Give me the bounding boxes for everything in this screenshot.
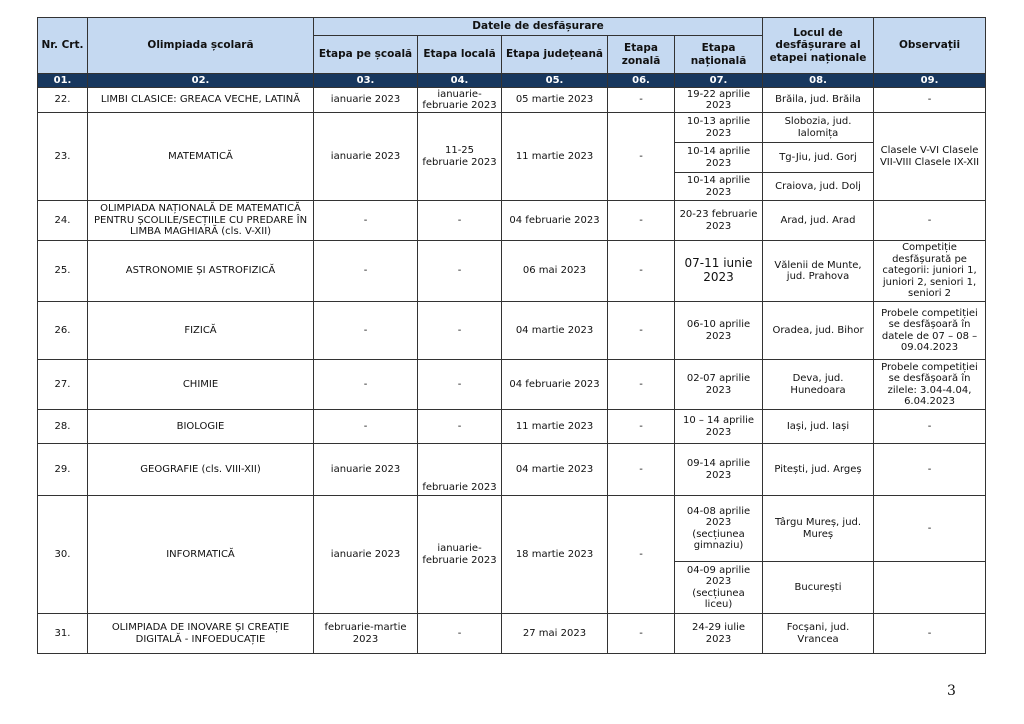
table-row [38,444,986,496]
row-school: ianuarie 2023 [314,88,418,113]
olympiad-schedule-table [37,17,986,654]
row-nr: 29. [38,444,88,496]
row-notes: - [874,410,986,444]
col-num: 09. [874,74,986,88]
row-olympiad: LIMBI CLASICE: GREACA VECHE, LATINĂ [88,88,314,113]
row-notes: - [874,88,986,113]
col-num: 07. [675,74,763,88]
row-zonal: - [608,241,675,302]
col-num: 01. [38,74,88,88]
row-zonal: - [608,302,675,360]
row-school: - [314,241,418,302]
row-local: - [418,360,502,410]
row-school: - [314,360,418,410]
row-nr: 24. [38,201,88,241]
row-nr: 26. [38,302,88,360]
row-county: 06 mai 2023 [502,241,608,302]
row-notes: - [874,444,986,496]
header-notes: Observații [874,18,986,74]
row-zonal: - [608,444,675,496]
header-local: Etapa locală [418,36,502,74]
row-olympiad: FIZICĂ [88,302,314,360]
row-location: Arad, jud. Arad [763,201,874,241]
row-national: 10-14 aprilie 2023 [675,143,763,173]
row-notes [874,562,986,614]
header-olympiad: Olimpiada școlară [88,18,314,74]
row-local: februarie 2023 [418,444,502,496]
row-zonal: - [608,88,675,113]
table-row [38,410,986,444]
row-nr: 25. [38,241,88,302]
row-olympiad: BIOLOGIE [88,410,314,444]
row-national: 10-13 aprilie 2023 [675,113,763,143]
row-location: București [763,562,874,614]
row-school: ianuarie 2023 [314,496,418,614]
row-county: 04 februarie 2023 [502,201,608,241]
row-location: Craiova, jud. Dolj [763,173,874,201]
row-national: 20-23 februarie 2023 [675,201,763,241]
table-row [38,360,986,410]
row-local: 11-25 februarie 2023 [418,113,502,201]
row-notes: Probele competiției se desfășoară în datele de 07 – 08 – 09.04.2023 [874,302,986,360]
row-national: 10 – 14 aprilie 2023 [675,410,763,444]
row-olympiad: OLIMPIADA DE INOVARE ȘI CREAȚIE DIGITALĂ - INFOEDUCAȚIE [88,614,314,654]
row-nr: 31. [38,614,88,654]
row-zonal: - [608,360,675,410]
header-school: Etapa pe școală [314,36,418,74]
table-row [38,496,986,562]
row-county: 04 februarie 2023 [502,360,608,410]
row-county: 04 martie 2023 [502,444,608,496]
row-location: Deva, jud. Hunedoara [763,360,874,410]
row-notes: Clasele V-VI Clasele VII-VIII Clasele IX-XII [874,113,986,201]
row-olympiad: GEOGRAFIE (cls. VIII-XII) [88,444,314,496]
row-school: - [314,302,418,360]
row-location: Focșani, jud. Vrancea [763,614,874,654]
row-location: Tg-Jiu, jud. Gorj [763,143,874,173]
row-nr: 22. [38,88,88,113]
row-location: Târgu Mureș, jud. Mureș [763,496,874,562]
row-school: ianuarie 2023 [314,444,418,496]
row-location: Brăila, jud. Brăila [763,88,874,113]
row-notes: - [874,614,986,654]
row-county: 04 martie 2023 [502,302,608,360]
row-local: - [418,241,502,302]
row-location: Pitești, jud. Argeș [763,444,874,496]
row-nr: 28. [38,410,88,444]
row-location: Iași, jud. Iași [763,410,874,444]
row-notes: Probele competiției se desfășoară în zilele: 3.04-4.04, 6.04.2023 [874,360,986,410]
row-nr: 30. [38,496,88,614]
row-county: 11 martie 2023 [502,113,608,201]
row-local: - [418,410,502,444]
row-national: 09-14 aprilie 2023 [675,444,763,496]
row-location: Vălenii de Munte, jud. Prahova [763,241,874,302]
col-num: 05. [502,74,608,88]
column-number-row [38,74,986,88]
page-number: 3 [947,683,956,699]
row-notes: - [874,496,986,562]
row-national: 04-08 aprilie 2023 (secțiunea gimnaziu) [675,496,763,562]
row-notes: - [874,201,986,241]
col-num: 02. [88,74,314,88]
row-local: - [418,302,502,360]
header-zonal: Etapa zonală [608,36,675,74]
row-local: ianuarie-februarie 2023 [418,88,502,113]
col-num: 06. [608,74,675,88]
row-county: 18 martie 2023 [502,496,608,614]
row-olympiad: INFORMATICĂ [88,496,314,614]
row-zonal: - [608,113,675,201]
row-national: 24-29 iulie 2023 [675,614,763,654]
header-dates-group: Datele de desfășurare [314,18,763,36]
row-notes: Competiție desfășurată pe categorii: juniori 1, juniori 2, seniori 1, seniori 2 [874,241,986,302]
row-local: - [418,201,502,241]
row-zonal: - [608,614,675,654]
table-row [38,302,986,360]
row-location: Oradea, jud. Bihor [763,302,874,360]
row-olympiad: MATEMATICĂ [88,113,314,201]
row-national: 07-11 iunie 2023 [675,241,763,302]
col-num: 03. [314,74,418,88]
row-national: 06-10 aprilie 2023 [675,302,763,360]
table-row [38,201,986,241]
header-nr: Nr. Crt. [38,18,88,74]
table-row [38,113,986,143]
row-olympiad: CHIMIE [88,360,314,410]
header-county: Etapa județeană [502,36,608,74]
row-olympiad: OLIMPIADA NAȚIONALĂ DE MATEMATICĂ PENTRU ȘCOLILE/SECȚIILE CU PREDARE ÎN LIMBA MAGHIARĂ (cls. V-XII) [88,201,314,241]
table-row [38,88,986,113]
header-national: Etapa națională [675,36,763,74]
row-local: ianuarie-februarie 2023 [418,496,502,614]
row-zonal: - [608,496,675,614]
row-county: 27 mai 2023 [502,614,608,654]
row-olympiad: ASTRONOMIE ȘI ASTROFIZICĂ [88,241,314,302]
row-national: 10-14 aprilie 2023 [675,173,763,201]
col-num: 08. [763,74,874,88]
header-location: Locul de desfășurare al etapei naționale [763,18,874,74]
col-num: 04. [418,74,502,88]
row-national: 19-22 aprilie 2023 [675,88,763,113]
row-zonal: - [608,410,675,444]
table-row [38,614,986,654]
row-nr: 27. [38,360,88,410]
row-zonal: - [608,201,675,241]
row-school: - [314,410,418,444]
row-county: 11 martie 2023 [502,410,608,444]
row-national: 04-09 aprilie 2023 (secțiunea liceu) [675,562,763,614]
row-county: 05 martie 2023 [502,88,608,113]
table-row [38,241,986,302]
row-nr: 23. [38,113,88,201]
row-school: ianuarie 2023 [314,113,418,201]
row-location: Slobozia, jud. Ialomița [763,113,874,143]
row-national: 02-07 aprilie 2023 [675,360,763,410]
row-local: - [418,614,502,654]
row-school: - [314,201,418,241]
row-school: februarie-martie 2023 [314,614,418,654]
